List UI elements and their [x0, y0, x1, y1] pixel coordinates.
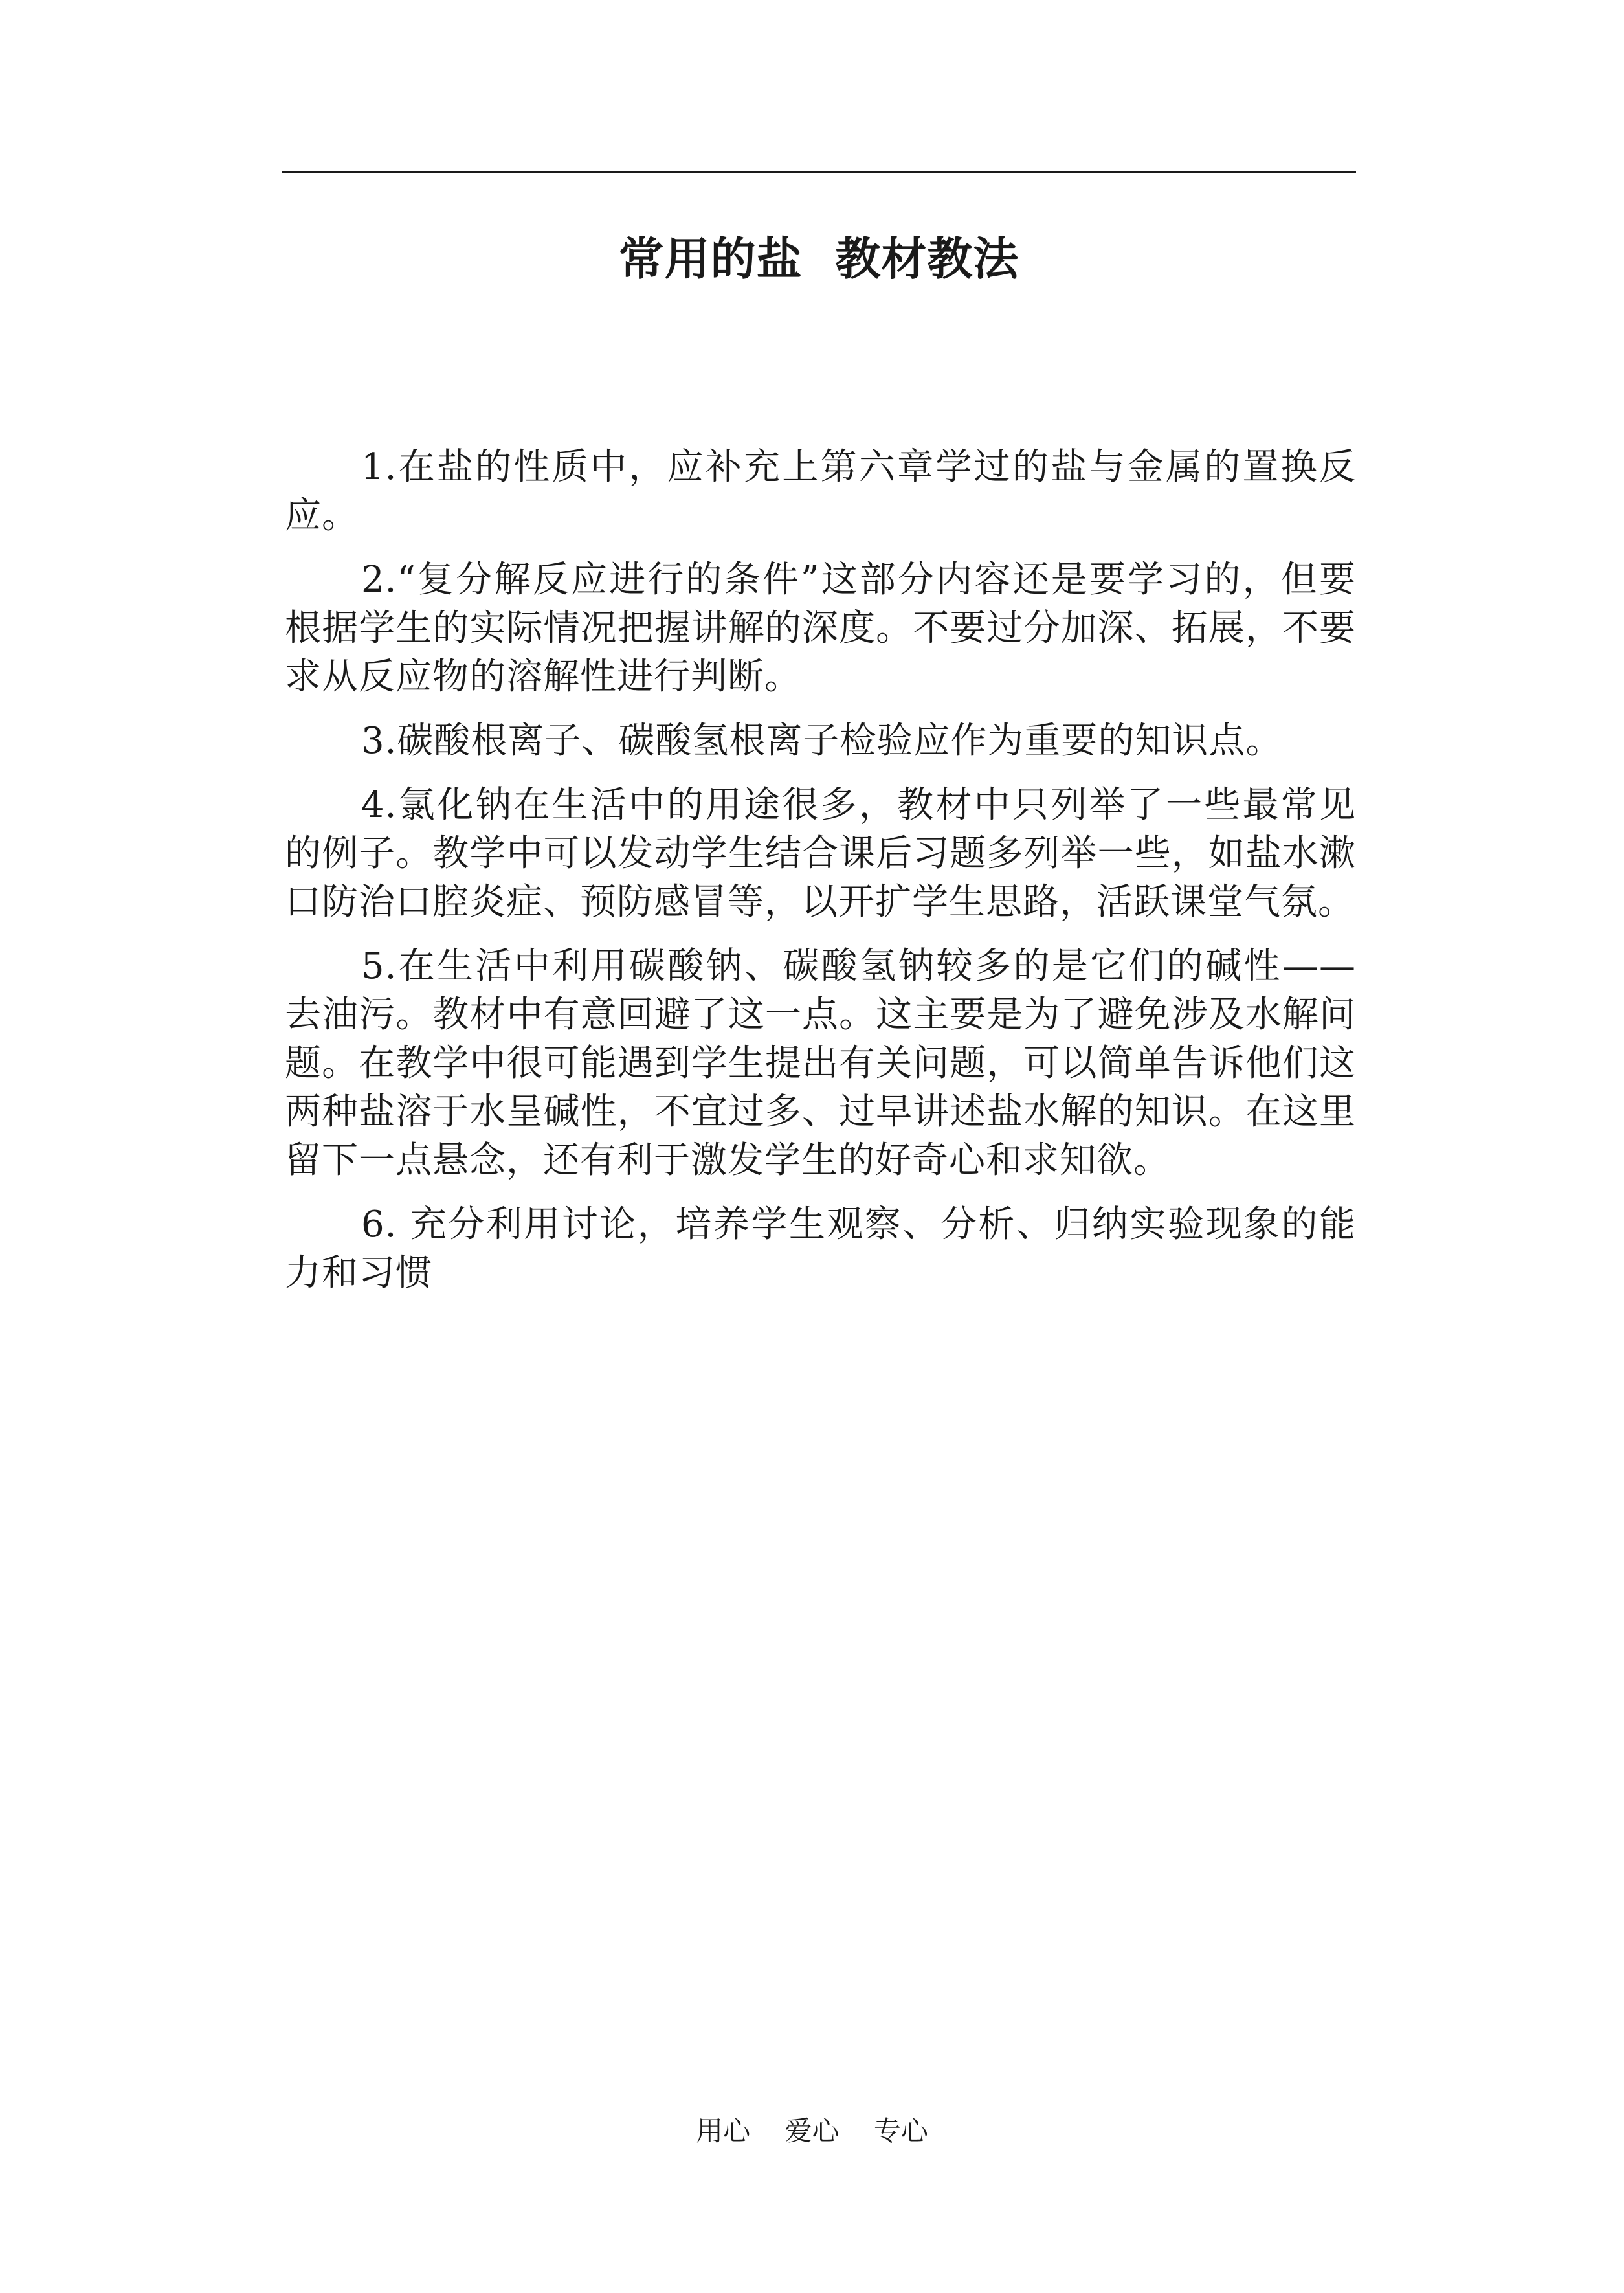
document-title: 常用的盐 教材教法 [618, 232, 1019, 285]
header-rule [282, 171, 1356, 173]
paragraph-5: 5.在生活中利用碳酸钠、碳酸氢钠较多的是它们的碱性——去油污。教材中有意回避了这一点。这主要是为了避免涉及水解问题。在教学中很可能遇到学生提出有关问题，可以简单告诉他们这两种盐溶于水呈碱性，不宜过多、过早讲述盐水解的知识。在这里留下一点悬念，还有利于激发学生的好奇心和求知欲。 [285, 945, 1356, 1181]
document-body [285, 443, 1356, 1313]
paragraph-1: 1.在盐的性质中，应补充上第六章学过的盐与金属的置换反应。 [285, 446, 1356, 537]
page-footer: 用心 爱心 专心 [696, 2115, 928, 2147]
paragraph-4: 4.氯化钠在生活中的用途很多，教材中只列举了一些最常见的例子。教学中可以发动学生结合课后习题多列举一些，如盐水漱口防治口腔炎症、预防感冒等，以开扩学生思路，活跃课堂气氛。 [285, 784, 1356, 923]
paragraph-6: 6. 充分利用讨论，培养学生观察、分析、归纳实验现象的能力和习惯 [285, 1203, 1356, 1294]
paragraph-3: 3.碳酸根离子、碳酸氢根离子检验应作为重要的知识点。 [361, 720, 1283, 762]
paragraph-2: 2.“复分解反应进行的条件”这部分内容还是要学习的，但要根据学生的实际情况把握讲解的深度。不要过分加深、拓展，不要求从反应物的溶解性进行判断。 [285, 559, 1356, 698]
